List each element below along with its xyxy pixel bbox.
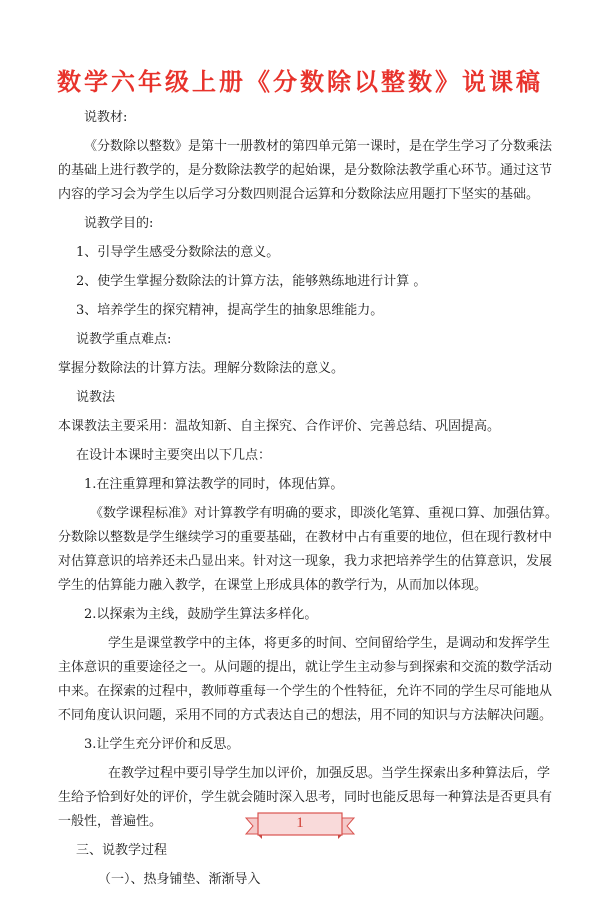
design-point-3: 3.让学生充分评价和反思。 — [84, 737, 240, 752]
goal-item-2: 2、使学生掌握分数除法的计算方法，能够熟练地进行计算 。 — [76, 274, 427, 289]
document-title: 数学六年级上册《分数除以整数》说课稿 — [57, 67, 543, 96]
section-heading-key-points: 说教学重点难点: — [76, 332, 172, 347]
paragraph-teaching-method: 本课教法主要采用：温故知新、自主探究、合作评价、完善总结、巩固提高。 — [58, 419, 501, 434]
goal-item-3: 3、培养学生的探究精神，提高学生的抽象思维能力。 — [76, 303, 384, 318]
subsection-warmup: （一）、热身铺垫、渐渐导入 — [98, 872, 261, 887]
section-heading-teaching-method: 说教法 — [76, 390, 116, 405]
section-heading-teaching-goals: 说教学目的: — [84, 216, 154, 231]
paragraph-reflection: 在教学过程中要引导学生加以评价，加强反思。当学生探索出多种算法后，学生给予恰到好处的评价，学生就会随时深入思考，同时也能反思每一种算法是否更具有一般性，普遍性。 — [58, 766, 553, 829]
document-body — [58, 106, 558, 897]
paragraph-exploration: 学生是课堂教学中的主体，将更多的时间、空间留给学生，是调动和发挥学生主体意识的重要途径之一。从问题的提出，就让学生主动参与到探索和交流的数学活动中来。在探索的过程中，教师尊重每一个学生的个性特征，允许不同的学生尽可能地从不同角度认识问题，采用不同的方式表达自己的想法，用不同的知识与方法解决问题。 — [58, 636, 553, 723]
paragraph-estimation: 《数学课程标准》对计算教学有明确的要求，即淡化笔算、重视口算、加强估算。分数除以整数是学生继续学习的重要基础，在教材中占有重要的地位，但在现行教材中对估算意识的培养还未凸显出来。针对这一现象，我力求把培养学生的估算意识，发展学生的估算能力融入教学，在课堂上形成具体的教学行为，从而加以体现。 — [58, 506, 559, 593]
goal-item-1: 1、引导学生感受分数除法的意义。 — [76, 245, 280, 260]
section-heading-teaching-process: 三、说教学过程 — [76, 843, 168, 858]
design-point-1: 1.在注重算理和算法教学的同时，体现估算。 — [84, 477, 344, 492]
page-number: 1 — [296, 815, 304, 831]
paragraph-design-intro: 在设计本课时主要突出以下几点： — [76, 448, 272, 463]
section-heading-teaching-material: 说教材: — [84, 110, 128, 125]
paragraph-key-points: 掌握分数除法的计算方法。理解分数除法的意义。 — [58, 361, 345, 376]
page-number-badge — [244, 810, 356, 840]
design-point-2: 2.以探索为主线，鼓励学生算法多样化。 — [84, 607, 318, 622]
paragraph-material-intro: 《分数除以整数》是第十一册教材的第四单元第一课时，是在学生学习了分数乘法的基础上进行教学的，是分数除法教学的起始课，是分数除法教学重心环节。通过这节内容的学习会为学生以后学习分数四则混合运算和分数除法应用题打下坚实的基础。 — [58, 139, 553, 202]
